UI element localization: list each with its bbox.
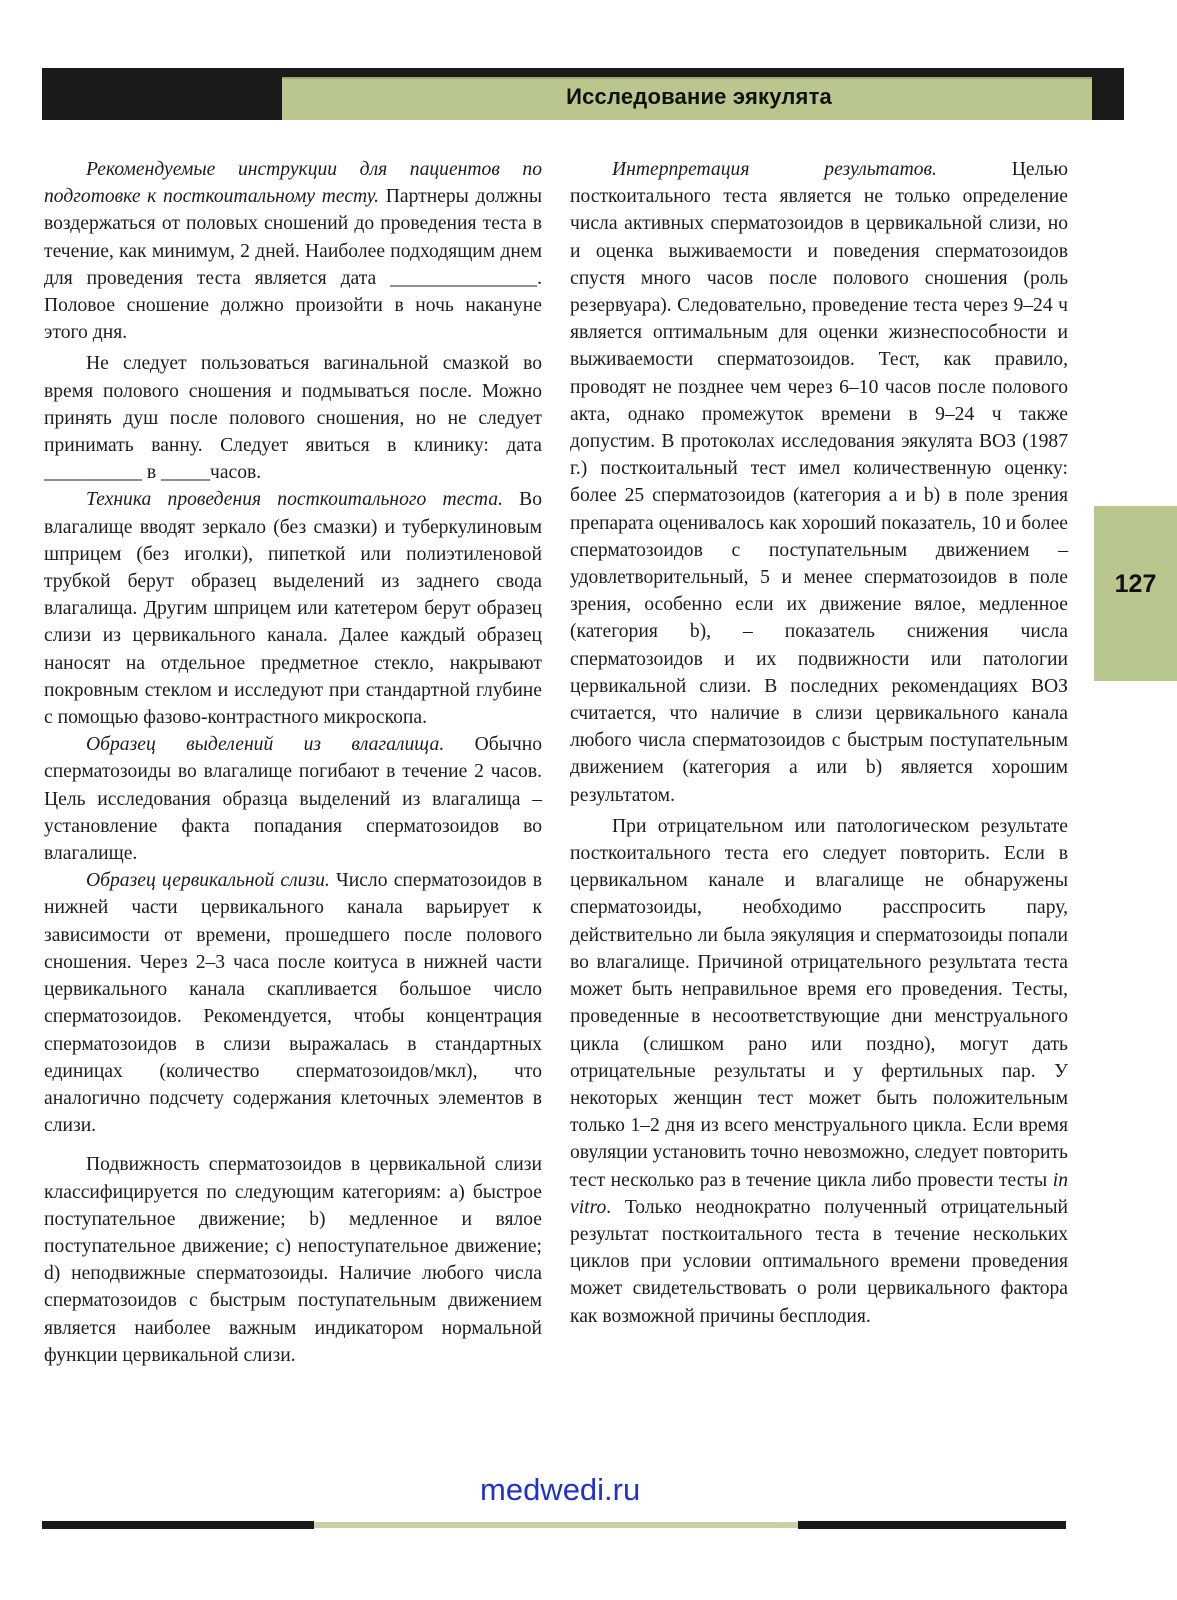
paragraph-technique: Техника проведения посткоитального теста. Во влагалище вводят зеркало (без смазки) и туберкулиновым шприцем (без иголки), пипеткой или полиэтиленовой трубкой берут образец выделений из заднего свода влагалища. Другим шприцем или катетером берут образец слизи из цервикального канала. Далее каждый образец наносят на отдельное предметное стекло, накрывают покровным стеклом и исследуют при стандартной глубине с помощью фазово-контрастного микроскопа. bbox=[44, 489, 543, 729]
page-number: 127 bbox=[1114, 570, 1157, 598]
header-dark-block-left bbox=[42, 68, 282, 120]
run-in-heading: Образец выделений из влагалища. bbox=[86, 734, 445, 756]
paragraph-patient-instructions: Рекомендуемые инструкции для пациентов по подготовке к посткоитальному тесту. Партнеры должны воздержаться от половых сношений до проведения теста в течение, как минимум, 2 дней. Наиболее подходящим днем для проведения теста является дата _______________. Половое сношение должно произойти в ночь накануне этого дня. bbox=[44, 159, 542, 344]
header-dark-block-right bbox=[1092, 68, 1124, 120]
header-title: Исследование эякулята bbox=[566, 84, 832, 109]
right-column bbox=[570, 156, 1068, 1330]
run-in-heading: Интерпретация результатов. bbox=[612, 159, 937, 180]
paragraph-lubricant: Не следует пользоваться вагинальной смазкой во время полового сношения и подмываться после. Можно принять душ после полового сношения, но не следует принимать ванну. Следует явиться в клинику: дата __________ в _____часов. bbox=[44, 353, 542, 484]
watermark: medwedi.ru bbox=[480, 1472, 641, 1507]
run-in-heading: Техника проведения посткоитального теста. bbox=[86, 489, 503, 511]
header-thin-rule bbox=[282, 77, 1094, 79]
header-top-rule bbox=[282, 68, 1094, 77]
footer-rule-left bbox=[42, 1521, 314, 1529]
run-in-heading: Рекомендуемые инструкции для пациентов по подготовке к посткоитальному тесту. bbox=[44, 159, 542, 208]
page-number-tab bbox=[1094, 506, 1177, 681]
running-header bbox=[42, 68, 1124, 120]
paragraph-motility: Подвижность сперматозоидов в цервикальной слизи классифицируется по следующим категориям: a) быстрое поступательное движение; b) медленное и вялое поступательное движение; c) непоступательное движение; d) неподвижные сперматозоиды. Наличие любого числа сперматозоидов с быстрым поступательным движением является наиболее важным индикатором нормальной функции цервикальной слизи. bbox=[44, 1154, 542, 1366]
paragraph-vaginal-sample: Образец выделений из влагалища. Обычно сперматозоиды во влагалище погибают в течение 2 часов. Цель исследования образца выделений из влагалища – установление факта попадания сперматозоидов во влагалище. bbox=[44, 734, 542, 865]
paragraph-cervical-mucus: Образец цервикальной слизи. Число сперматозоидов в нижней части цервикального канала варьирует к зависимости от времени, прошедшего после полового сношения. Через 2–3 часа после коитуса в нижней части цервикального канала скапливается большое число сперматозоидов. Рекомендуется, чтобы концентрация сперматозоидов в слизи выражалась в стандартных единицах (количество сперматозоидов/мкл), что аналогично подсчету содержания клеточных элементов в слизи. bbox=[44, 870, 542, 1137]
paragraph-interpretation: Интерпретация результатов. Целью посткоитального теста является не только определение числа активных сперматозоидов в цервикальной слизи, но и оценка выживаемости и поведения сперматозоидов спустя много часов после полового сношения (роль резервуара). Следовательно, проведение теста через 9–24 ч является оптимальным для оценки жизнеспособности и выживаемости сперматозоидов. Тест, как правило, проводят не позднее чем через 6–10 часов после полового акта, однако промежуток времени в 9–24 ч также допустим. В протоколах исследования эякулята ВОЗ (1987 г.) посткоитальный тест имел количественную оценку: более 25 сперматозоидов (категория a и b) в поле зрения препарата оценивалось как хороший показатель, 10 и более сперматозоидов с поступательным движением – удовлетворительный, 5 и менее сперматозоидов в поле зрения, особенно если их движение вялое, медленное (категория b), – показатель снижения числа сперматозоидов и их подвижности или патологии цервикальной слизи. В последних рекомендациях ВОЗ считается, что наличие в слизи цервикального канала любого числа сперматозоидов с быстрым поступательным движением (категория a или b) является хорошим результатом. bbox=[570, 159, 1068, 806]
left-column bbox=[44, 156, 542, 1369]
footer-rule-right bbox=[798, 1521, 1066, 1529]
paragraph-negative-result: При отрицательном или патологическом результате посткоитального теста его следует повторить. Если в цервикальном канале и влагалище не обнаружены сперматозоиды, необходимо расспросить пару, действительно ли была эякуляция и сперматозоиды попали во влагалище. Причиной отрицательного результата теста может быть неправильное время его проведения. Тесты, проведенные в несоответствующие дни менструального цикла (слишком рано или поздно), могут дать отрицательные результаты и у фертильных пар. У некоторых женщин тест может быть положительным только 1–2 дня из всего менструального цикла. Если время овуляции установить точно невозможно, следует повторить тест несколько раз в течение цикла либо провести тесты in vitro. Только неоднократно полученный отрицательный результат посткоитального теста в течение нескольких циклов при условии оптимального времени проведения может свидетельствовать о роли цервикального фактора как возможной причины бесплодия. bbox=[570, 815, 1068, 1327]
footer-rule-middle bbox=[314, 1522, 798, 1528]
run-in-heading: Образец цервикальной слизи. bbox=[86, 870, 330, 892]
